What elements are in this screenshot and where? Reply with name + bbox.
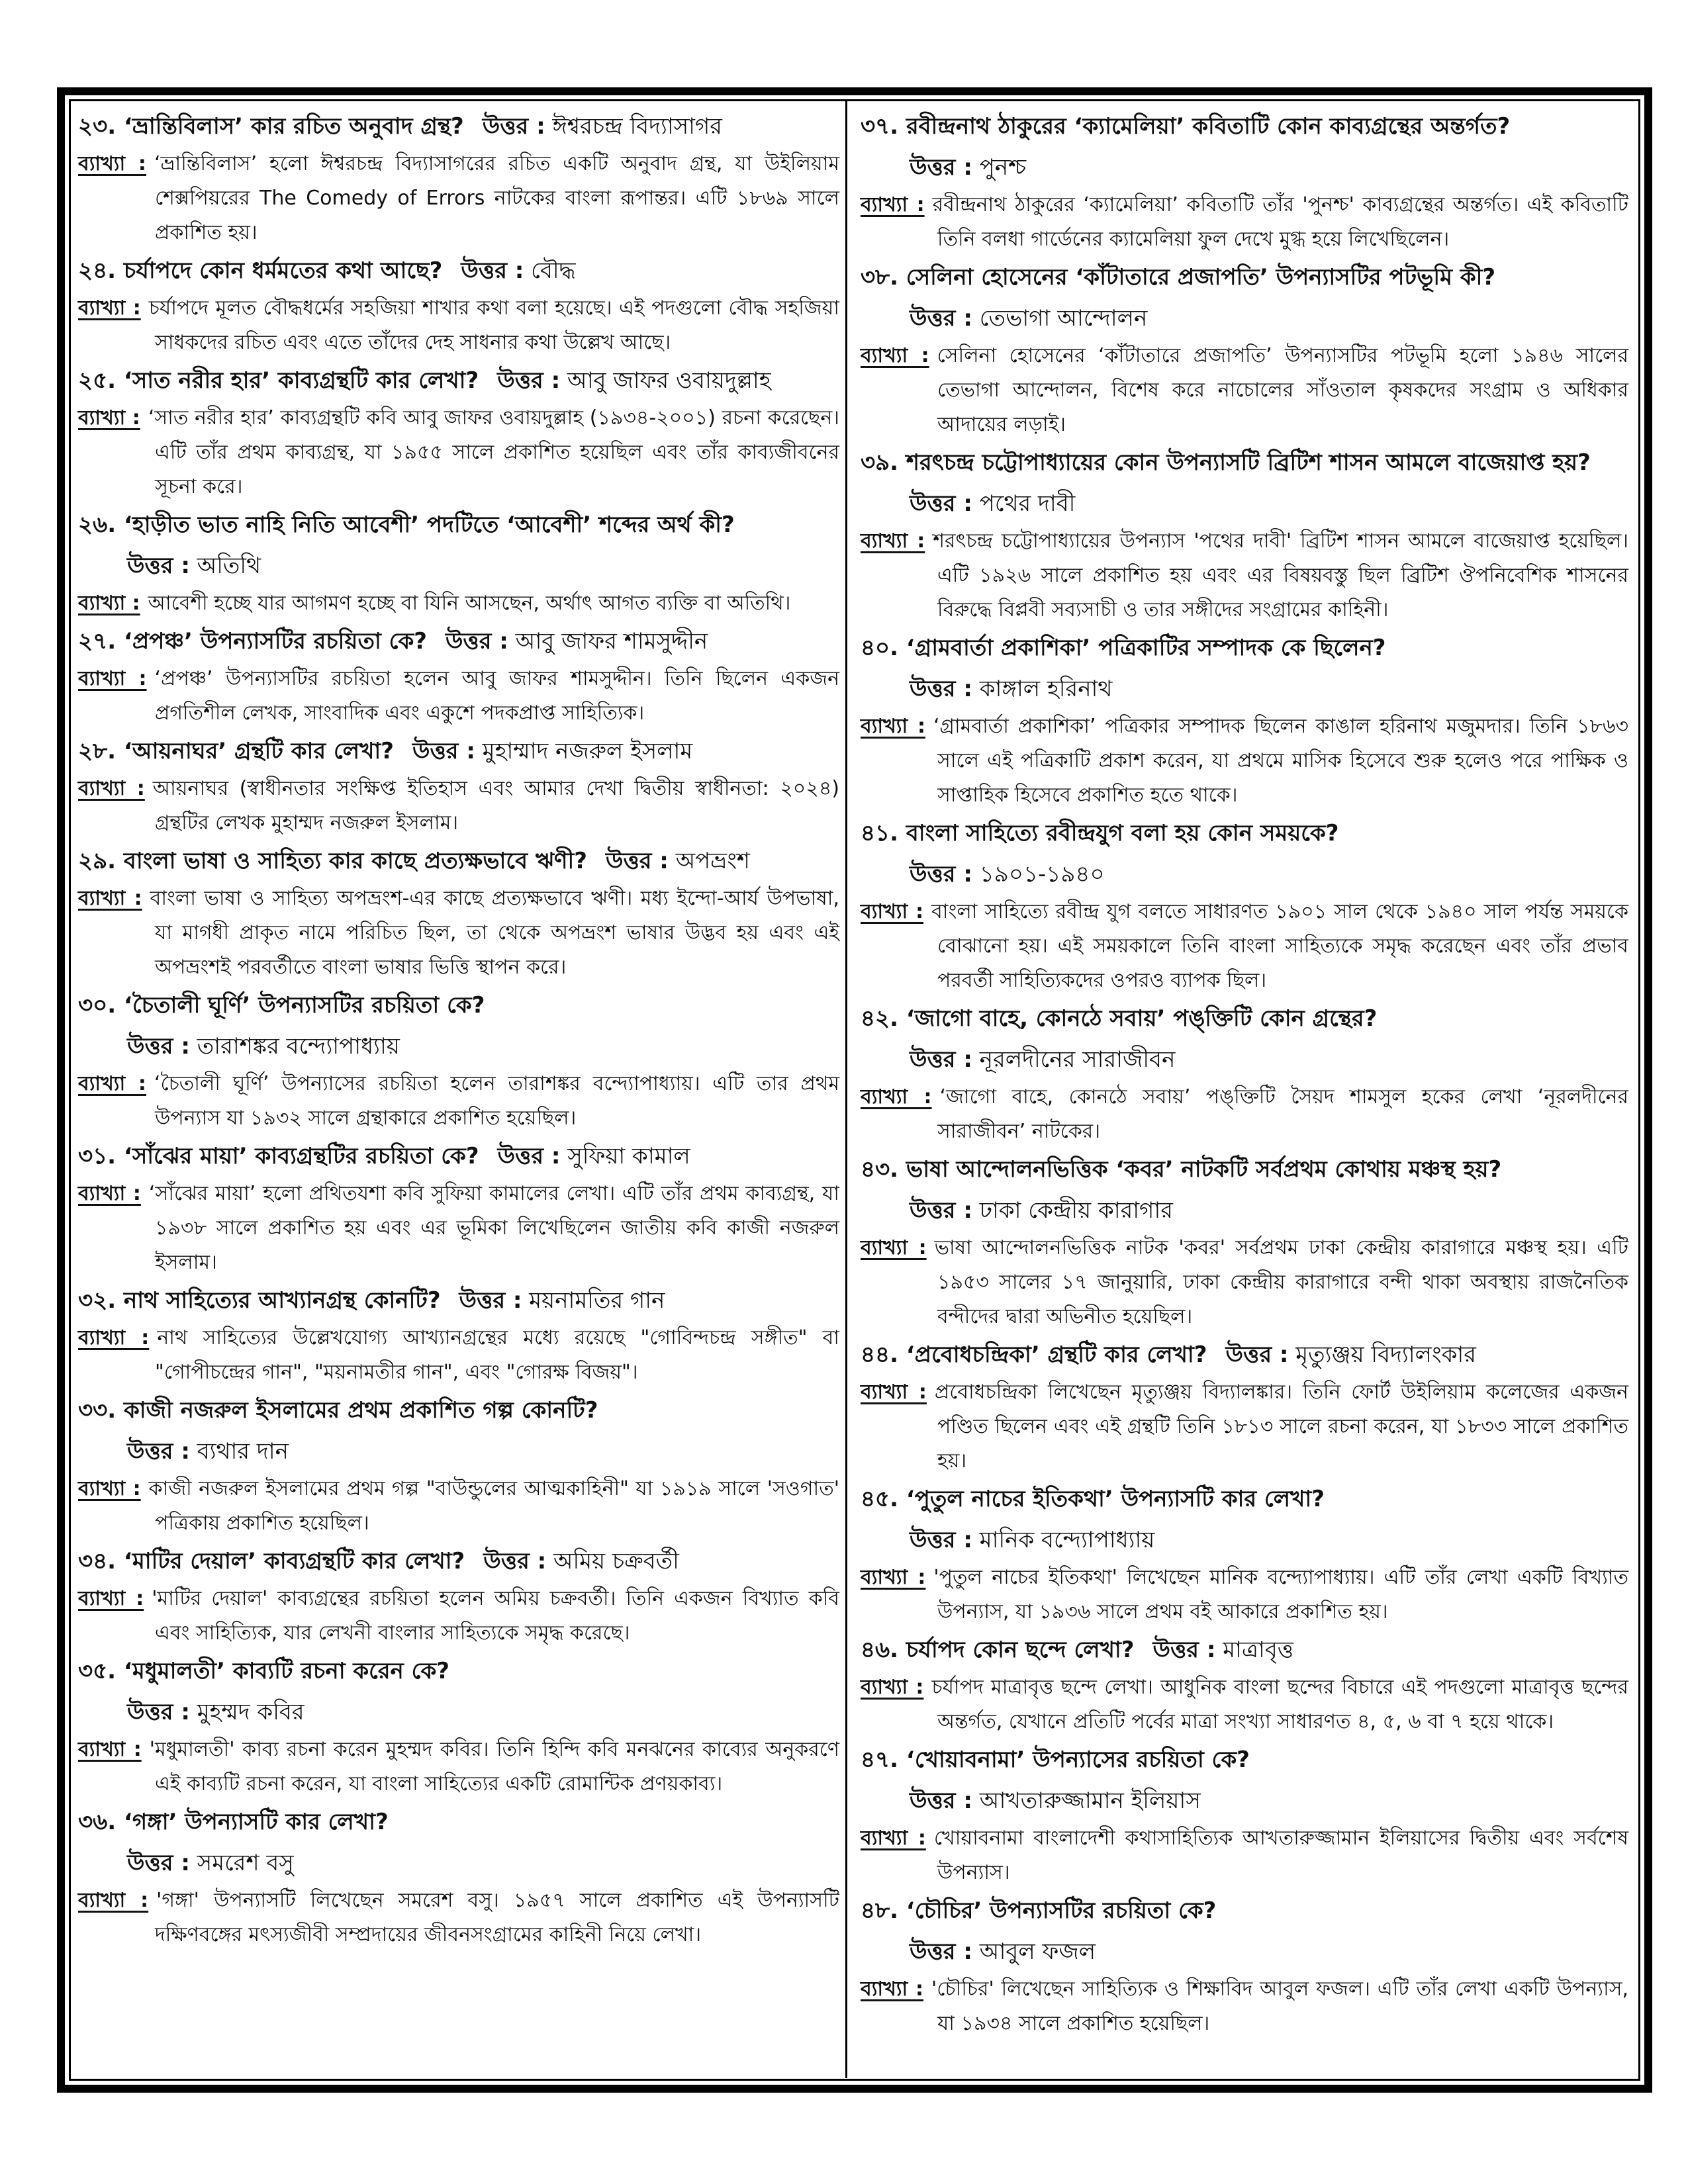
explanation-label: ব্যাখ্যা : xyxy=(861,1676,924,1699)
qa-item xyxy=(861,1479,1628,1629)
answer xyxy=(910,154,1026,181)
explanation xyxy=(78,662,839,731)
explanation xyxy=(861,1972,1628,2041)
question xyxy=(861,998,1628,1039)
explanation-text: 'মাটির দেয়াল' কাব্যগ্রন্থের রচয়িতা হলেন অমিয় চক্রবর্তী। তিনি একজন বিখ্যাত কবি এবং সাহিত্যিক, যার লেখনী বাংলার সাহিত্যকে সমৃদ্ধ করেছে। xyxy=(152,1587,839,1645)
answer-label: উত্তর : xyxy=(910,1046,972,1073)
answer xyxy=(445,628,708,655)
answer xyxy=(459,1287,665,1314)
qa-item xyxy=(78,1390,839,1541)
explanation-label: ব্যাখ্যা : xyxy=(861,715,926,738)
explanation-text: রবীন্দ্রনাথ ঠাকুরের ‘ক্যামেলিয়া’ কবিতাটি তাঁর 'পুনশ্চ' কাব্যগ্রন্থের অন্তর্গত। এই কবিতাটি তিনি বলধা গার্ডেনের ক্যামেলিয়া ফুল দেখে মুগ্ধ হয়ে লিখেছিলেন। xyxy=(932,193,1629,251)
answer-value: ১৯০১-১৯৪০ xyxy=(979,861,1105,887)
answer-value: কাঙ্গাল হরিনাথ xyxy=(979,676,1113,702)
qa-item xyxy=(861,106,1628,257)
question-text: ২৪. চর্যাপদে কোন ধর্মমতের কথা আছে? xyxy=(78,257,443,284)
explanation-label: ব্যাখ্যা : xyxy=(78,1182,141,1205)
qa-item xyxy=(78,1541,839,1651)
explanation xyxy=(78,1321,839,1390)
answer xyxy=(127,1699,305,1725)
explanation-label: ব্যাখ্যা : xyxy=(861,900,924,923)
question xyxy=(861,627,1628,668)
explanation-label: ব্যাখ্যা : xyxy=(78,1587,144,1610)
answer xyxy=(910,305,1147,332)
question-text: ৪১. বাংলা সাহিত্যে রবীন্দ্রযুগ বলা হয় কোন সময়কে? xyxy=(861,820,1339,846)
answer-label: উত্তর : xyxy=(412,738,475,764)
answer-label: উত্তর : xyxy=(605,848,669,874)
answer-value: ব্যথার দান xyxy=(197,1438,289,1465)
question-text: ৩০. ‘চৈতালী ঘূর্ণি’ উপন্যাসটির রচয়িতা কে? xyxy=(78,992,485,1019)
answer-value: আবু জাফর ওবায়দুল্লাহ xyxy=(567,367,771,394)
question xyxy=(861,257,1628,298)
answer xyxy=(127,1850,294,1876)
answer-label: উত্তর : xyxy=(910,861,972,887)
explanation xyxy=(78,586,839,621)
answer-line xyxy=(861,854,1628,895)
answer-line xyxy=(78,1431,839,1472)
explanation xyxy=(78,1177,839,1280)
explanation-text: 'মধুমালতী' কাব্য রচনা করেন মুহম্মদ কবির। তিনি হিন্দি কবি মনঝনের কাব্যের অনুকরণে এই কাব্যটি রচনা করেন, যা বাংলা সাহিত্যের একটি রোমান্টিক প্রণয়কাব্য। xyxy=(149,1738,839,1796)
answer-label: উত্তর : xyxy=(459,1287,522,1314)
qa-item xyxy=(78,621,839,731)
question xyxy=(78,985,839,1026)
answer xyxy=(910,676,1112,702)
right-column xyxy=(861,106,1628,2041)
explanation xyxy=(78,147,839,250)
explanation xyxy=(78,1884,839,1952)
question xyxy=(78,1541,839,1582)
answer xyxy=(910,861,1105,887)
question xyxy=(861,1739,1628,1780)
explanation xyxy=(861,1561,1628,1629)
question-text: ৪৬. চর্যাপদ কোন ছন্দে লেখা? xyxy=(861,1637,1135,1663)
question-text: ২৮. ‘আয়নাঘর’ গ্রন্থটি কার লেখা? xyxy=(78,738,394,764)
answer-value: ঈশ্বরচন্দ্র বিদ্যাসাগর xyxy=(552,113,723,140)
explanation-label: ব্যাখ্যা : xyxy=(78,1072,146,1095)
explanation-text: ‘সাত নরীর হার’ কাব্যগ্রন্থটি কবি আবু জাফর ওবায়দুল্লাহ (১৯৩৪-২০০১) রচনা করেছেন। এটি তাঁর প্রথম কাব্যগ্রন্থ, যা ১৯৫৫ সালে প্রকাশিত হয়েছিল এবং তাঁর কাব্যজীবনের সূচনা করে। xyxy=(148,406,839,498)
explanation-text: চর্যাপদে মূলত বৌদ্ধধর্মের সহজিয়া শাখার কথা বলা হয়েছে। এই পদগুলো বৌদ্ধ সহজিয়া সাধকদের রচিত এবং এতে তাঁদের দেহ সাধনার কথা উল্লেখ আছে। xyxy=(148,296,839,354)
question xyxy=(78,1651,839,1692)
answer-value: সমরেশ বসু xyxy=(197,1850,294,1876)
answer-value: তেভাগা আন্দোলন xyxy=(979,305,1148,332)
explanation-label: ব্যাখ্যা : xyxy=(861,1827,926,1850)
qa-item xyxy=(78,106,839,250)
answer-line xyxy=(861,1190,1628,1231)
question-text: ২৭. ‘প্রপঞ্চ’ উপন্যাসটির রচয়িতা কে? xyxy=(78,628,427,655)
explanation-text: ‘ভ্রান্তিবিলাস’ হলো ঈশ্বরচন্দ্র বিদ্যাসাগরের রচিত একটি অনুবাদ গ্রন্থ, যা উইলিয়াম শেক্সপিয়রের The Comedy of Errors নাটকের বাংলা রূপান্তর। এটি ১৮৬৯ সালে প্রকাশিত হয়। xyxy=(154,152,839,244)
explanation-label: ব্যাখ্যা : xyxy=(78,1477,141,1500)
explanation-text: ‘চৈতালী ঘূর্ণি’ উপন্যাসের রচয়িতা হলেন তারাশঙ্কর বন্দ্যোপাধ্যায়। এটি তার প্রথম উপন্যাস যা ১৯৩২ সালে গ্রন্থাকারে প্রকাশিত হয়েছিল। xyxy=(154,1072,839,1130)
answer-label: উত্তর : xyxy=(497,367,561,394)
explanation-text: সেলিনা হোসেনের ‘কাঁটাতারে প্রজাপতি’ উপন্যাসটির পটভূমি হলো ১৯৪৬ সালের তেভাগা আন্দোলন, বিশেষ করে নাচোলের সাঁওতাল কৃষকদের সংগ্রাম ও অধিকার আদায়ের লড়াই। xyxy=(937,344,1629,436)
qa-item xyxy=(861,257,1628,442)
answer-label: উত্তর : xyxy=(483,1548,547,1574)
explanation-text: ‘প্রপঞ্চ’ উপন্যাসটির রচয়িতা হলেন আবু জাফর শামসুদ্দীন। তিনি ছিলেন একজন প্রগতিশীল লেখক, সাংবাদিক এবং একুশে পদকপ্রাপ্ত সাহিত্যিক। xyxy=(154,667,839,725)
answer-value: ময়নামতির গান xyxy=(529,1287,665,1314)
explanation xyxy=(78,772,839,841)
question xyxy=(78,1390,839,1431)
answer xyxy=(910,1046,1175,1073)
explanation xyxy=(861,1080,1628,1149)
explanation-label: ব্যাখ্যা : xyxy=(861,1566,926,1589)
question xyxy=(861,1629,1628,1670)
explanation xyxy=(861,524,1628,627)
answer xyxy=(910,1788,1201,1814)
qa-item xyxy=(861,1334,1628,1479)
question-text: ৩৯. শরৎচন্দ্র চট্টোপাধ্যায়ের কোন উপন্যাসটি ব্রিটিশ শাসন আমলে বাজেয়াপ্ত হয়? xyxy=(861,449,1591,476)
qa-item xyxy=(78,985,839,1136)
answer-value: আবুল ফজল xyxy=(979,1938,1096,1965)
question xyxy=(861,1149,1628,1190)
question-text: ৪৭. ‘খোয়াবনামা’ উপন্যাসের রচয়িতা কে? xyxy=(861,1747,1250,1773)
answer-line xyxy=(861,147,1628,188)
answer-line xyxy=(78,545,839,586)
answer-label: উত্তর : xyxy=(910,1527,972,1553)
answer xyxy=(910,1197,1173,1224)
qa-item xyxy=(78,841,839,985)
explanation xyxy=(78,401,839,504)
question-text: ৩৬. ‘গঙ্গা’ উপন্যাসটি কার লেখা? xyxy=(78,1809,389,1835)
answer xyxy=(461,257,575,284)
answer-value: মুহাম্মাদ নজরুল ইসলাম xyxy=(482,738,693,764)
answer-label: উত্তর : xyxy=(127,1438,190,1465)
question-text: ৩৭. রবীন্দ্রনাথ ঠাকুরের ‘ক্যামেলিয়া’ কবিতাটি কোন কাব্যগ্রন্থের অন্তর্গত? xyxy=(861,113,1511,140)
explanation-text: খোয়াবনামা বাংলাদেশী কথাসাহিত্যিক আখতারুজ্জামান ইলিয়াসের দ্বিতীয় এবং সর্বশেষ উপন্যাস। xyxy=(933,1827,1628,1884)
question xyxy=(861,442,1628,483)
answer-label: উত্তর : xyxy=(445,628,508,655)
answer-line xyxy=(78,1692,839,1733)
answer-value: আবু জাফর শামসুদ্দীন xyxy=(515,628,708,655)
explanation-text: চর্যাপদ মাত্রাবৃত্ত ছন্দে লেখা। আধুনিক বাংলা ছন্দের বিচারে এই পদগুলো মাত্রাবৃত্ত ছন্দের অন্তর্গত, যেখানে প্রতিটি পর্বের মাত্রা সংখ্যা সাধারণত ৪, ৫, ৬ বা ৭ হয়ে থাকে। xyxy=(931,1676,1628,1733)
explanation xyxy=(861,895,1628,998)
explanation-label: ব্যাখ্যা : xyxy=(78,406,140,430)
question-text: ৩১. ‘সাঁঝের মায়া’ কাব্যগ্রন্থটির রচয়িতা কে? xyxy=(78,1143,479,1169)
qa-item xyxy=(861,1739,1628,1890)
qa-item xyxy=(861,1149,1628,1334)
question xyxy=(861,1890,1628,1931)
qa-item xyxy=(78,1801,839,1952)
left-column xyxy=(78,106,839,1952)
explanation xyxy=(78,1733,839,1801)
answer-value: তারাশঙ্কর বন্দ্যোপাধ্যায় xyxy=(197,1033,400,1060)
explanation-text: ‘জাগো বাহে, কোনঠে সবায়’ পঙ্‌ক্তিটি সৈয়দ শামসুল হকের লেখা ‘নূরলদীনের সারাজীবন’ নাটকের। xyxy=(937,1085,1628,1143)
explanation-label: ব্যাখ্যা : xyxy=(78,887,142,910)
explanation xyxy=(861,1821,1628,1890)
question-text: ৪০. ‘গ্রামবার্তা প্রকাশিকা’ পত্রিকাটির সম্পাদক কে ছিলেন? xyxy=(861,635,1386,661)
answer-value: ঢাকা কেন্দ্রীয় কারাগার xyxy=(979,1197,1173,1224)
explanation-label: ব্যাখ্যা : xyxy=(861,344,929,367)
explanation xyxy=(78,291,839,360)
explanation-text: কাজী নজরুল ইসলামের প্রথম গল্প "বাউন্ডুলের আত্মকাহিনী" যা ১৯১৯ সালে 'সওগাত' পত্রিকায় প্রকাশিত হয়েছিল। xyxy=(148,1477,839,1535)
question xyxy=(861,1334,1628,1375)
question-text: ২৬. ‘হাড়ীত ভাত নাহি নিতি আবেশী’ পদটিতে ‘আবেশী’ শব্দের অর্থ কী? xyxy=(78,512,735,538)
explanation-text: শরৎচন্দ্র চট্টোপাধ্যায়ের উপন্যাস 'পথের দাবী' ব্রিটিশ শাসন আমলে বাজেয়াপ্ত হয়েছিল। এটি ১৯২৬ সালে প্রকাশিত হয় এবং এর বিষয়বস্তু ছিল ব্রিটিশ ঔপনিবেশিক শাসনের বিরুদ্ধে বিপ্লবী সব্যসাচী ও তার সঙ্গীদের সংগ্রামের কাহিনী। xyxy=(933,529,1628,621)
qa-item xyxy=(861,813,1628,998)
answer-value: মানিক বন্দ্যোপাধ্যায় xyxy=(979,1527,1155,1553)
answer-label: উত্তর : xyxy=(127,1850,190,1876)
answer-label: উত্তর : xyxy=(910,676,972,702)
explanation-label: ব্যাখ্যা : xyxy=(78,1738,142,1761)
explanation-text: বাংলা সাহিত্যে রবীন্দ্র যুগ বলতে সাধারণত ১৯০১ সাল থেকে ১৯৪০ সাল পর্যন্ত সময়কে বোঝানো হয়। এই সময়কালে তিনি বাংলা সাহিত্যকে সমৃদ্ধ করেছেন এবং তাঁর প্রভাব পরবর্তী সাহিত্যিকদের ওপরও ব্যাপক ছিল। xyxy=(931,900,1628,992)
explanation-text: 'চৌচির' লিখেছেন সাহিত্যিক ও শিক্ষাবিদ আবুল ফজল। এটি তাঁর লেখা একটি উপন্যাস, যা ১৯৩৪ সালে প্রকাশিত হয়েছিল। xyxy=(931,1978,1629,2035)
answer-value: নূরলদীনের সারাজীবন xyxy=(979,1046,1176,1073)
answer-line xyxy=(861,1931,1628,1972)
explanation-text: ভাষা আন্দোলনভিত্তিক নাটক 'কবর' সর্বপ্রথম ঢাকা কেন্দ্রীয় কারাগারে মঞ্চস্থ হয়। এটি ১৯৫৩ সালের ১৭ জানুয়ারি, ঢাকা কেন্দ্রীয় কারাগারে বন্দী থাকা অবস্থায় রাজনৈতিক বন্দীদের দ্বারা অভিনীত হয়েছিল। xyxy=(934,1236,1628,1328)
answer-line xyxy=(78,1843,839,1884)
explanation xyxy=(861,1231,1628,1334)
explanation-label: ব্যাখ্যা : xyxy=(78,1889,149,1912)
qa-item xyxy=(78,504,839,621)
answer xyxy=(910,1938,1096,1965)
explanation xyxy=(861,1670,1628,1739)
explanation-label: ব্যাখ্যা : xyxy=(78,296,141,320)
answer-line xyxy=(861,298,1628,339)
question xyxy=(78,504,839,545)
answer-value: আখতারুজ্জামান ইলিয়াস xyxy=(979,1788,1201,1814)
answer-label: উত্তর : xyxy=(910,490,972,517)
answer-label: উত্তর : xyxy=(910,1788,972,1814)
question xyxy=(861,1479,1628,1520)
answer-label: উত্তর : xyxy=(482,113,545,140)
question-text: ৩৮. সেলিনা হোসেনের ‘কাঁটাতারে প্রজাপতি’ উপন্যাসটির পটভূমি কী? xyxy=(861,264,1496,291)
explanation xyxy=(861,339,1628,442)
question xyxy=(78,106,839,147)
explanation-text: আয়নাঘর (স্বাধীনতার সংক্ষিপ্ত ইতিহাস এবং আমার দেখা দ্বিতীয় স্বাধীনতা: ২০২৪) গ্রন্থটির লেখক মুহাম্মদ নজরুল ইসলাম। xyxy=(152,777,839,835)
answer xyxy=(1226,1342,1476,1368)
question-text: ৩৪. ‘মাটির দেয়াল’ কাব্যগ্রন্থটি কার লেখা? xyxy=(78,1548,465,1574)
question-text: ৪৫. ‘পুতুল নাচের ইতিকথা’ উপন্যাসটি কার লেখা? xyxy=(861,1486,1325,1512)
explanation-text: 'গঙ্গা' উপন্যাসটি লিখেছেন সমরেশ বসু। ১৯৫৭ সালে প্রকাশিত এই উপন্যাসটি দক্ষিণবঙ্গের মৎস্যজীবী সম্প্রদায়ের জীবনসংগ্রামের কাহিনী নিয়ে লেখা। xyxy=(155,1889,839,1946)
answer-label: উত্তর : xyxy=(910,305,972,332)
explanation xyxy=(78,1067,839,1136)
answer-value: মৃত্যুঞ্জয় বিদ্যালংকার xyxy=(1295,1342,1476,1368)
question xyxy=(78,1136,839,1177)
explanation-label: ব্যাখ্যা : xyxy=(861,1085,932,1109)
explanation-text: বাংলা ভাষা ও সাহিত্য অপভ্রংশ-এর কাছে প্রত্যক্ষভাবে ঋণী। মধ্য ইন্দো-আর্য উপভাষা, যা মাগধী প্রাকৃত নামে পরিচিত ছিল, তা থেকে অপভ্রংশ ভাষার উদ্ভব হয় এবং এই অপভ্রংশই পরবর্তীতে বাংলা ভাষার ভিত্তি স্থাপন করে। xyxy=(150,887,839,979)
answer-value: বৌদ্ধ xyxy=(531,257,576,284)
answer xyxy=(127,553,261,579)
question-text: ৩৩. কাজী নজরুল ইসলামের প্রথম প্রকাশিত গল্প কোনটি? xyxy=(78,1397,598,1424)
explanation xyxy=(861,188,1628,257)
answer-line xyxy=(861,1780,1628,1821)
qa-item xyxy=(78,1280,839,1390)
qa-item xyxy=(78,731,839,841)
explanation xyxy=(861,709,1628,813)
answer-label: উত্তর : xyxy=(1152,1637,1216,1663)
answer-value: পথের দাবী xyxy=(979,490,1076,517)
explanation xyxy=(78,1472,839,1541)
explanation-label: ব্যাখ্যা : xyxy=(861,1978,924,2001)
explanation-label: ব্যাখ্যা : xyxy=(78,667,147,690)
answer-label: উত্তর : xyxy=(1225,1342,1289,1368)
qa-item xyxy=(861,998,1628,1149)
question xyxy=(78,841,839,882)
question xyxy=(78,731,839,772)
answer-value: অতিথি xyxy=(197,553,261,579)
qa-item xyxy=(78,250,839,360)
question-text: ৪৪. ‘প্রবোধচন্দ্রিকা’ গ্রন্থটি কার লেখা? xyxy=(861,1342,1207,1368)
explanation-text: ‘গ্রামবার্তা প্রকাশিকা’ পত্রিকার সম্পাদক ছিলেন কাঙাল হরিনাথ মজুমদার। তিনি ১৮৬৩ সালে এই পত্রিকাটি প্রকাশ করেন, যা প্রথমে মাসিক হিসেবে শুরু হলেও পরে পাক্ষিক ও সাপ্তাহিক হিসেবে প্রকাশিত হতে থাকে। xyxy=(933,715,1629,807)
question xyxy=(78,1280,839,1321)
question xyxy=(78,360,839,401)
qa-item xyxy=(861,627,1628,813)
answer xyxy=(497,367,771,394)
answer-label: উত্তর : xyxy=(910,1938,972,1965)
explanation-text: আবেশী হচ্ছে যার আগমণ হচ্ছে বা যিনি আসছেন, অর্থাৎ আগত ব্যক্তি বা অতিথি। xyxy=(148,592,791,615)
explanation xyxy=(78,1582,839,1651)
question-text: ২৫. ‘সাত নরীর হার’ কাব্যগ্রন্থটি কার লেখা? xyxy=(78,367,479,394)
explanation-label: ব্যাখ্যা : xyxy=(861,529,925,553)
question xyxy=(861,813,1628,854)
explanation-label: ব্যাখ্যা : xyxy=(78,777,145,800)
answer-label: উত্তর : xyxy=(497,1143,561,1169)
column-divider xyxy=(845,99,847,2078)
answer xyxy=(127,1033,400,1060)
answer-line xyxy=(861,483,1628,524)
qa-item xyxy=(861,442,1628,627)
explanation-label: ব্যাখ্যা : xyxy=(78,592,140,615)
answer xyxy=(483,1548,679,1574)
question-text: ৩৫. ‘মধুমালতী’ কাব্যটি রচনা করেন কে? xyxy=(78,1658,449,1684)
answer-value: মুহম্মদ কবির xyxy=(197,1699,305,1725)
answer-value: পুনশ্চ xyxy=(979,154,1027,181)
answer xyxy=(910,490,1075,517)
answer-value: অপভ্রংশ xyxy=(675,848,750,874)
explanation-text: প্রবোধচন্দ্রিকা লিখেছেন মৃত্যুঞ্জয় বিদ্যালঙ্কার। তিনি ফোর্ট উইলিয়াম কলেজের একজন পণ্ডিত ছিলেন এবং এই গ্রন্থটি তিনি ১৮১৩ সালে রচনা করেন, যা ১৮৩৩ সালে প্রকাশিত হয়। xyxy=(934,1381,1628,1473)
answer-value: অমিয় চক্রবর্তী xyxy=(553,1548,679,1574)
answer-line xyxy=(861,1520,1628,1561)
explanation xyxy=(861,1375,1628,1479)
answer-value: মাত্রাবৃত্ত xyxy=(1223,1637,1294,1663)
answer-label: উত্তর : xyxy=(910,154,972,181)
qa-item xyxy=(861,1629,1628,1739)
question xyxy=(78,250,839,291)
answer-line xyxy=(78,1026,839,1067)
answer xyxy=(127,1438,289,1465)
question xyxy=(78,621,839,662)
explanation-label: ব্যাখ্যা : xyxy=(78,1326,150,1349)
answer-label: উত্তর : xyxy=(461,257,524,284)
explanation-label: ব্যাখ্যা : xyxy=(861,1236,927,1259)
question xyxy=(861,106,1628,147)
question-text: ৪৩. ভাষা আন্দোলনভিত্তিক ‘কবর’ নাটকটি সর্বপ্রথম কোথায় মঞ্চস্থ হয়? xyxy=(861,1156,1502,1183)
answer xyxy=(483,113,722,140)
explanation-label: ব্যাখ্যা : xyxy=(861,193,925,216)
answer-label: উত্তর : xyxy=(127,553,190,579)
answer-value: সুফিয়া কামাল xyxy=(567,1143,690,1169)
qa-item xyxy=(78,1136,839,1280)
explanation-text: ‘সাঁঝের মায়া’ হলো প্রথিতযশা কবি সুফিয়া কামালের লেখা। এটি তাঁর প্রথম কাব্যগ্রন্থ, যা ১৯৩৮ সালে প্রকাশিত হয় এবং এর ভূমিকা লিখেছিলেন জাতীয় কবি কাজী নজরুল ইসলাম। xyxy=(148,1182,840,1274)
answer-label: উত্তর : xyxy=(910,1197,972,1224)
answer-label: উত্তর : xyxy=(127,1033,190,1060)
qa-item xyxy=(861,1890,1628,2041)
answer xyxy=(910,1527,1154,1553)
answer xyxy=(606,848,750,874)
question-text: ২৩. ‘ভ্রান্তিবিলাস’ কার রচিত অনুবাদ গ্রন্থ? xyxy=(78,113,464,140)
explanation-text: 'পুতুল নাচের ইতিকথা' লিখেছেন মানিক বন্দ্যোপাধ্যায়। এটি তাঁর লেখা একটি বিখ্যাত উপন্যাস, যা ১৯৩৬ সালে প্রথম বই আকারে প্রকাশিত হয়। xyxy=(933,1566,1628,1623)
answer xyxy=(1153,1637,1294,1663)
question-text: ৪৮. ‘চৌচির’ উপন্যাসটির রচয়িতা কে? xyxy=(861,1897,1217,1924)
answer xyxy=(412,738,692,764)
qa-item xyxy=(78,360,839,504)
question xyxy=(78,1801,839,1843)
explanation-text: নাথ সাহিত্যের উল্লেখযোগ্য আখ্যানগ্রন্থের মধ্যে রয়েছে "গোবিন্দচন্দ্র সঙ্গীত" বা "গোপীচন্দ্রের গান", "ময়নামতীর গান", এবং "গোরক্ষ বিজয়"। xyxy=(155,1326,839,1384)
qa-item xyxy=(78,1651,839,1801)
answer-label: উত্তর : xyxy=(127,1699,190,1725)
answer-line xyxy=(861,668,1628,709)
explanation xyxy=(78,882,839,985)
answer xyxy=(498,1143,690,1169)
answer-line xyxy=(861,1039,1628,1080)
question-text: ৪২. ‘জাগো বাহে, কোনঠে সবায়’ পঙ্‌ক্তিটি কোন গ্রন্থের? xyxy=(861,1005,1378,1032)
explanation-label: ব্যাখ্যা : xyxy=(78,152,146,175)
explanation-label: ব্যাখ্যা : xyxy=(861,1381,927,1404)
question-text: ৩২. নাথ সাহিত্যের আখ্যানগ্রন্থ কোনটি? xyxy=(78,1287,441,1314)
question-text: ২৯. বাংলা ভাষা ও সাহিত্য কার কাছে প্রত্যক্ষভাবে ঋণী? xyxy=(78,848,587,874)
